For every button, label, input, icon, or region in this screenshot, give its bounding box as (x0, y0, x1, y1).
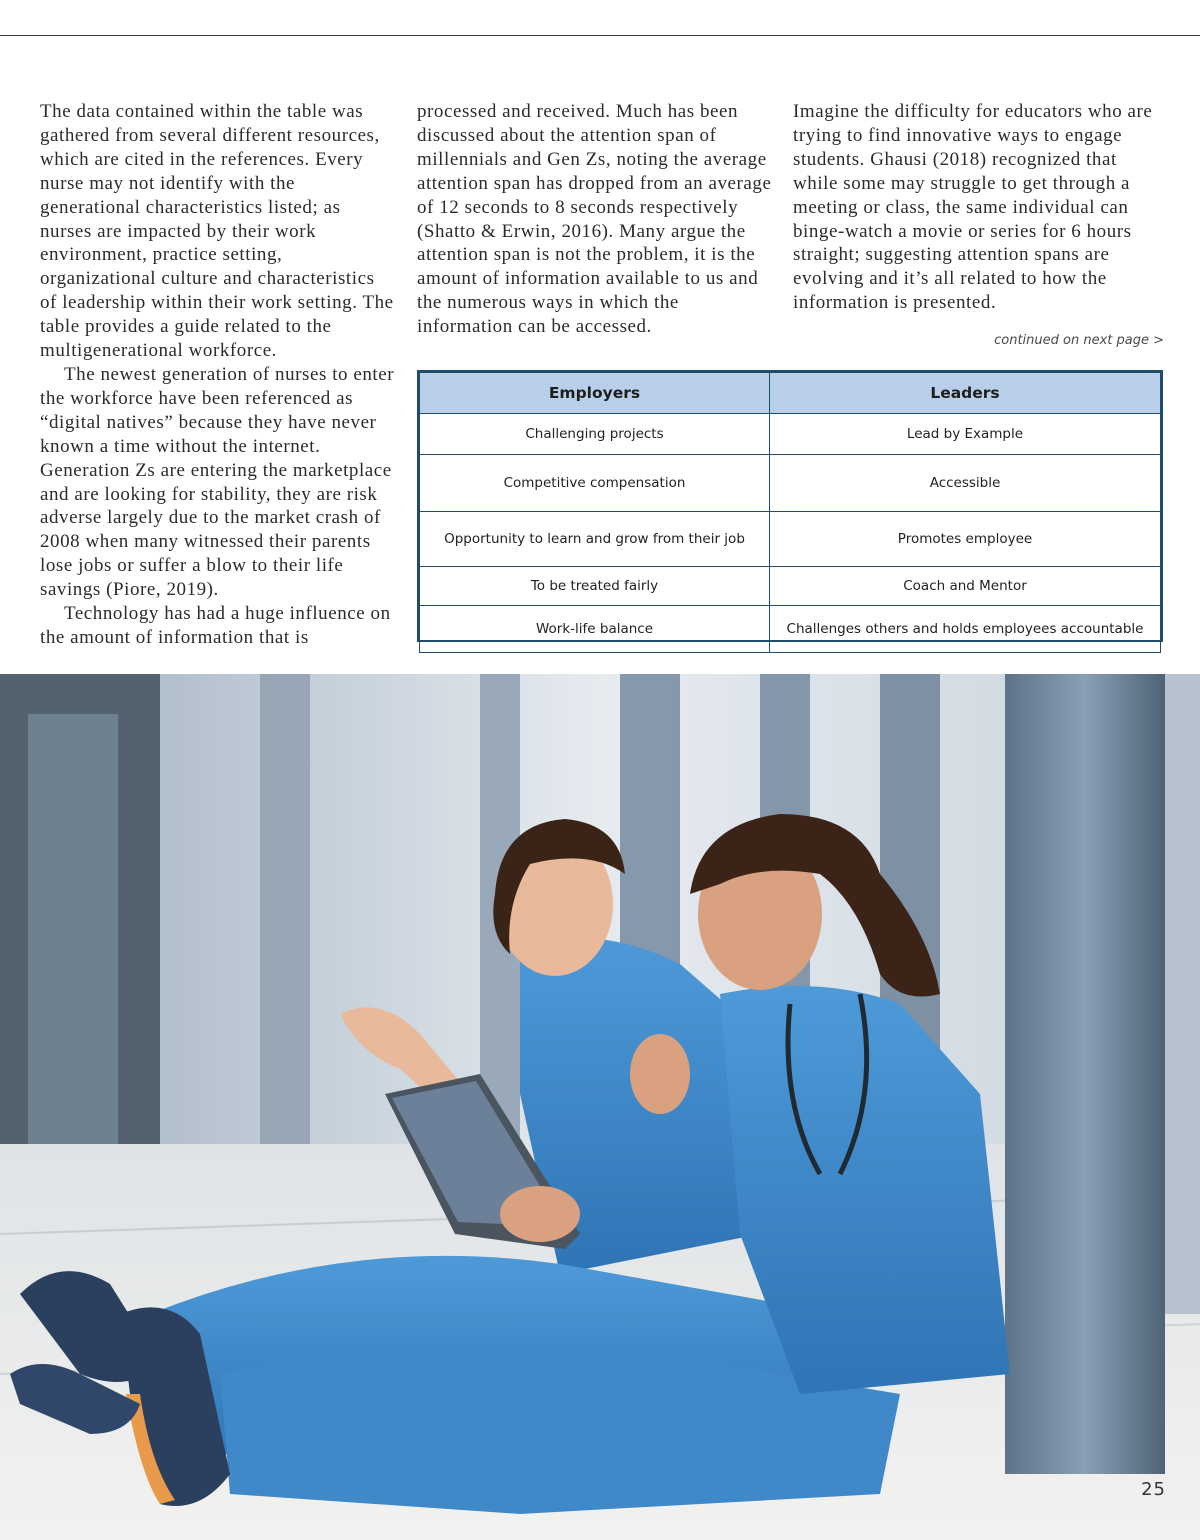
table-cell: Accessible (770, 455, 1161, 512)
table-row (420, 512, 1161, 567)
paragraph: The data contained within the table was gathered from several different resources, which are cited in the references. Every nurse may not identify with the generational characteristics listed; as nurses are impacted by their work environment, practice setting, organizational culture and characteristics of leadership within their work setting. The table provides a guide related to the multigenerational workforce. (40, 101, 394, 362)
table-cell: Competitive compensation (420, 455, 770, 512)
table-row (420, 414, 1161, 455)
table-header-employers: Employers (420, 373, 770, 414)
table-cell: Work-life balance (420, 606, 770, 653)
table-row (420, 455, 1161, 512)
nurses-photo (0, 674, 1200, 1540)
paragraph: The newest generation of nurses to enter the workforce have been referenced as “digital natives” because they have never known a time without the internet. Generation Zs are entering the marketplace and are looking for stability, they are risk adverse largely due to the market crash of 2008 when many witnessed their parents lose jobs or suffer a blow to their life savings (Piore, 2019). (40, 363, 395, 601)
paragraph: Technology has had a huge influence on the amount of information that is (40, 603, 391, 648)
text-column-3 (793, 100, 1158, 315)
text-column-1 (40, 100, 396, 650)
table-cell: Opportunity to learn and grow from their job (420, 512, 770, 567)
table-row (420, 606, 1161, 653)
top-rule (0, 35, 1200, 36)
table-cell: Challenges others and holds employees accountable (770, 606, 1161, 653)
page-number: 25 (1141, 1479, 1166, 1500)
table-cell: Lead by Example (770, 414, 1161, 455)
table-cell: Promotes employee (770, 512, 1161, 567)
continued-link[interactable]: continued on next page > (994, 333, 1164, 348)
table-cell: Challenging projects (420, 414, 770, 455)
paragraph: Imagine the difficulty for educators who are trying to find innovative ways to engage students. Ghausi (2018) recognized that while some may struggle to get through a meeting or class, the same individual can binge-watch a movie or series for 6 hours straight; suggesting attention spans are evolving and it’s all related to how the information is presented. (793, 101, 1153, 314)
table-cell: Coach and Mentor (770, 567, 1161, 606)
table-cell: To be treated fairly (420, 567, 770, 606)
employers-leaders-table (417, 370, 1163, 642)
paragraph: processed and received. Much has been discussed about the attention span of millennials and Gen Zs, noting the average attention span has dropped from an average of 12 seconds to 8 seconds respectively (Shatto & Erwin, 2016). Many argue the attention span is not the problem, it is the amount of information available to us and the numerous ways in which the information can be accessed. (417, 101, 772, 338)
table-header-leaders: Leaders (770, 373, 1161, 414)
table-row (420, 567, 1161, 606)
text-column-2 (417, 100, 772, 339)
